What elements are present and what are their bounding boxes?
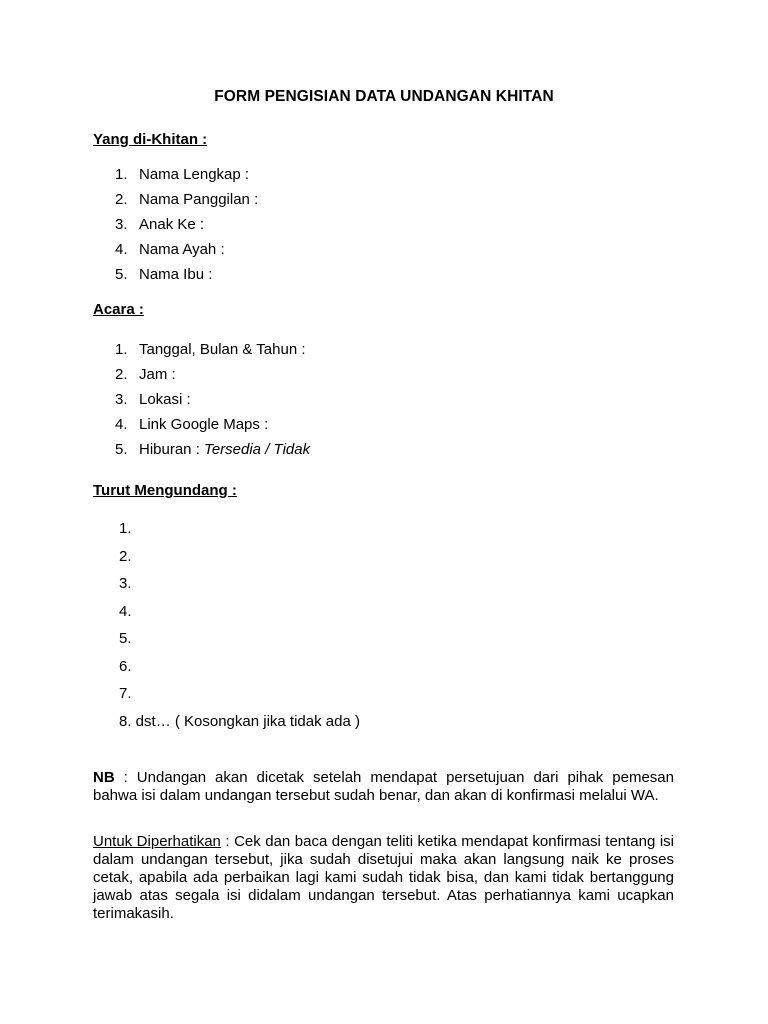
list-item-number: 6. [119,657,132,675]
list-item-label: Nama Lengkap : [139,166,250,183]
notice-paragraph [93,833,674,923]
list-item [115,441,310,466]
list-item [119,630,360,658]
list-item-number: 4. [119,602,132,620]
page-title: FORM PENGISIAN DATA UNDANGAN KHITAN [214,88,554,105]
list-item [119,520,360,548]
section-heading-khitan: Yang di-Khitan : [93,131,208,148]
list-item-emphasis: Tersedia / Tidak [204,441,311,458]
list-item-number: 1. [115,341,128,358]
list-item-number: 8. [119,712,132,730]
list-item-label: Hiburan : [139,441,205,458]
list-item-number: 5. [115,266,128,283]
list-item-number: 5. [115,441,128,458]
nb-label: NB [93,769,115,786]
list-item-number: 4. [115,241,128,258]
list-item-label: Jam : [139,366,176,383]
list-item-label: dst… ( Kosongkan jika tidak ada ) [131,712,360,730]
list-item [115,266,258,291]
list-khitan [115,166,258,291]
list-item [115,366,310,391]
notice-text: : Cek dan baca dengan teliti ketika mendapat konfirmasi tentang isi dalam undangan tersebut, jika sudah disetujui maka akan langsung naik ke proses cetak, apabila ada perbaikan lagi kami sudah tidak bisa, dan kami tidak bertanggung jawab atas segala isi didalam undangan tersebut. Atas perhatiannya kami ucapkan terimakasih. [93,833,674,922]
list-item-number: 3. [115,391,128,408]
section-heading-turut-mengundang: Turut Mengundang : [93,482,237,499]
list-item [119,575,360,603]
list-item [115,341,310,366]
list-item-label: Link Google Maps : [139,416,269,433]
list-item [119,548,360,576]
list-item [115,191,258,216]
list-item-label: Lokasi : [139,391,191,408]
list-item-number: 1. [115,166,128,183]
list-item-label: Nama Ayah : [139,241,225,258]
list-item-number: 2. [119,547,132,565]
list-item [115,416,310,441]
list-item-label: Tanggal, Bulan & Tahun : [139,341,306,358]
list-item-number: 2. [115,191,128,208]
list-item-number: 4. [115,416,128,433]
list-item-number: 7. [119,685,132,702]
list-item [115,391,310,416]
list-item-label: Anak Ke : [139,216,205,233]
list-turut-mengundang [119,520,360,740]
list-acara [115,341,310,466]
list-item [115,166,258,191]
list-item [119,658,360,686]
list-item [119,713,360,741]
nb-paragraph [93,769,674,805]
list-item-number: 3. [115,216,128,233]
list-item [115,216,258,241]
list-item-label: Nama Ibu : [139,266,213,283]
list-item-number: 1. [119,520,132,537]
list-item-number: 5. [119,630,132,647]
list-item [115,241,258,266]
notice-label: Untuk Diperhatikan [93,833,221,850]
section-heading-acara: Acara : [93,301,144,318]
list-item [119,685,360,713]
list-item-label: Nama Panggilan : [139,191,259,208]
list-item-number: 2. [115,366,128,383]
list-item [119,603,360,631]
nb-text: : Undangan akan dicetak setelah mendapat persetujuan dari pihak pemesan bahwa isi dalam undangan tersebut sudah benar, dan akan di konfirmasi melalui WA. [93,769,674,804]
list-item-number: 3. [119,575,132,592]
